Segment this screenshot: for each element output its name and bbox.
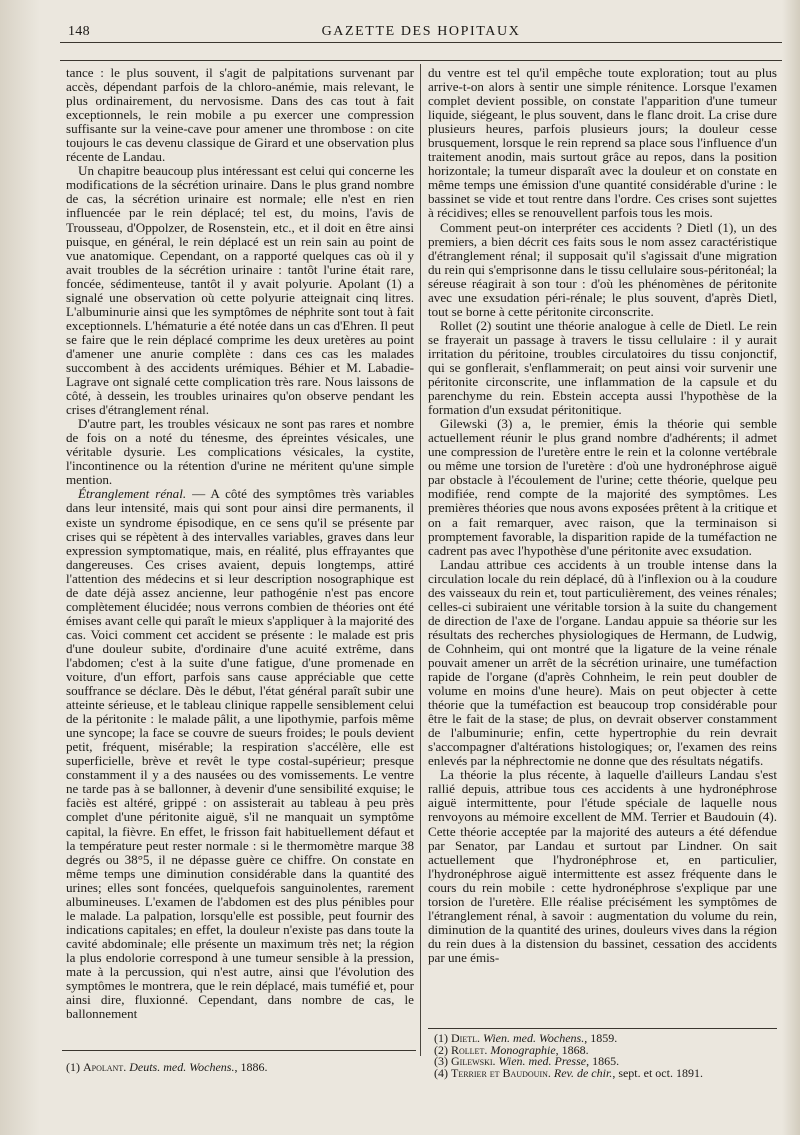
paragraph: Comment peut-on interpréter ces accidents ? Dietl (1), un des premiers, a bien décrit ces faits sous le nom assez caractéristique d'étranglement rénal; il supposait qu'il s'agissait d'une migration du rein qui s'emprisonne dans le tissu cellulaire sous-péritonéal; la séreuse réagirait à son tour : d'où les phénomènes de péritonite avec une exsudation péri-rénale; le plus souvent, d'après Dietl, tout se borne à cette péritonite circonscrite. (428, 219, 777, 319)
paragraph: Gilewski (3) a, le premier, émis la théorie qui semble actuellement réunir le plus grand nombre d'adhérents; il admet une compression de l'uretère entre le rein et la colonne vertébrale ou même une torsion de l'uretère : d'où une hydronéphrose aiguë par obstacle à l'écoulement de l'urine; cette théorie, quelque peu modifiée, rend compte de la majorité des symptômes. Les premières théories que nous avons exposées prêtent à la critique et on a fait remarquer, avec raison, que la terminaison si promptement favorable, la disparition rapide de la tuméfaction ne cadrent pas avec l'hypothèse d'une péritonite avec exsudation. (428, 416, 777, 558)
right-column (428, 66, 777, 965)
footnote: (2) Rollet. Monographie, 1868. (434, 1042, 589, 1057)
paragraph: Landau attribue ces accidents à un trouble intense dans la circulation locale du rein déplacé, dû à l'inflexion ou à la coudure des vaisseaux du rein et, tout particulièrement, des veines rénales; celles-ci subiraient une véritable torsion à la suite du changement de direction de l'axe de l'organe. Landau appuie sa théorie sur les résultats des recherches physiologiques de Hermann, de Ludwig, de Cohnheim, qui ont montré que la ligature de la veine rénale pouvait amener un arrêt de la sécrétion urinaire, une tuméfaction rapide de l'organe (d'après Cohnheim, le rein peut doubler de volume en moins d'une heure). Mais on peut objecter à cette théorie que la tuméfaction est beaucoup trop considérable pour être le fait de la stase; de plus, on devrait observer constamment de l'albuminurie; enfin, cette hypertrophie du rein devrait s'accompagner d'altérations histologiques; or, l'examen des reins enlevés par la néphrectomie ne donne que des résultats négatifs. (428, 556, 777, 769)
paragraph-etranglement-renal: Étranglement rénal. — A côté des symptômes très variables dans leur intensité, mais qui sont pour ainsi dire permanents, il existe un syndrome épisodique, en ce sens qu'il se présente par crises qui se répètent à des intervalles variables, graves dans leur expression symptomatique, mais, en réalité, plus effrayantes que dangereuses. Ces crises avaient, depuis longtemps, attiré l'attention des médecins et si leur description nosographique est de date déjà assez ancienne, leur pathogénie n'est pas encore complètement élucidée; nous verrons combien de théories ont été émises avant celle qui paraît le mieux s'appliquer à la majorité des cas. Voici comment cet accident se présente : le malade est pris d'une douleur subite, d'ordinaire d'une acuité extrême, dans l'abdomen; c'est à la suite d'une fatigue, d'une promenade en voiture, d'un effort, parfois sans cause appréciable que cette souffrance se déclare. Dès le début, l'état général paraît subir une atteinte sérieuse, et le tableau clinique rappelle sensiblement celui de la péritonite : le malade pâlit, a une lipothymie, parfois même une syncope; la face se couvre de sueurs froides; le pouls devient petit, fréquent, misérable; la respiration s'accélère, elle est superficielle, brève et revêt le type costal-supérieur; presque constamment il y a des nausées ou des vomissements. Le ventre ne tarde pas à se ballonner, à devenir d'une sensibilité exquise; le faciès est altéré, grippé : on assisterait au tableau à peu près complet d'une péritonite aiguë, s'il ne manquait un symptôme capital, la fièvre. En effet, le frisson fait habituellement défaut et la température peut rester normale : si le thermomètre marque 38 degrés ou 38°5, il ne dépasse guère ce chiffre. On constate en même temps une diminution considérable dans la quantité des urines; elles sont foncées, quelquefois sanguinolentes, rarement albumineuses. L'examen de l'abdomen est des plus pénibles pour le malade. La palpation, lorsqu'elle est possible, peut fournir des indications capitales; en effet, la douleur n'existe pas dans toute la cavité abdominale; elle présente un maximum très net; la région la plus endolorie correspond à une tumeur sensible à la pression, mate à la percussion, qui n'est autre, ainsi que l'évolution des symptômes le montrera, que le rein déplacé, mais tuméfié et, pour ainsi dire, fluxionné. Cependant, dans nombre de cas, le ballonnement (66, 486, 414, 1022)
footnote: (1) Apolant. Deuts. med. Wochens., 1886. (66, 1060, 268, 1074)
paragraph: La théorie la plus récente, à laquelle d'ailleurs Landau s'est rallié depuis, attribue tous ces accidents à une hydronéphrose aiguë intermittente, pour l'étude spéciale de laquelle nous renvoyons au mémoire excellent de MM. Terrier et Baudouin (4). Cette théorie acceptée par la majorité des auteurs a été défendue par Senator, par Landau et surtout par Lindner. On sait actuellement que l'hydronéphrose et, en particulier, l'hydronéphrose aiguë intermittente est assez fréquente dans le cours du rein mobile : cette hydronéphrose s'explique par une torsion de l'uretère. Elle réalise précisément les symptômes de l'étranglement rénal, à savoir : augmentation du volume du rein, diminution de la quantité des urines, douleurs vives dans la région du rein dues à la distension du bassinet, cessation des accidents par une émis- (428, 767, 777, 965)
paragraph: Un chapitre beaucoup plus intéressant est celui qui concerne les modifications de la sécrétion urinaire. Dans le plus grand nombre de cas, la sécrétion urinaire est normale; elle n'est en rien influencée par le rein déplacé; tel est, du moins, l'avis de Trousseau, d'Oppolzer, de Rosenstein, etc., et il doit en être ainsi puisque, en général, le rein déplacé est un rein sain au point de vue anatomique. Cependant, on a rapporté quelques cas où il y avait troubles de la sécrétion urinaire : tantôt l'urine était rare, foncée, sédimenteuse, tantôt il y avait polyurie. Apolant (1) a signalé une observation où cette polyurie atteignait cinq litres. L'albuminurie ainsi que les symptômes de néphrite sont tout à fait exceptionnels. L'hématurie a été notée dans un cas d'Ehren. Il peut se faire que le rein déplacé comprime les deux uretères au point d'amener une anurie complète : dans ces cas les malades succombent à des accidents urémiques. Béhier et M. Labadie-Lagrave ont signalé cette complication très rare. Nous laissons de côté, à dessein, les troubles urinaires qu'on observe pendant les crises d'étranglement rénal. (66, 163, 414, 418)
paragraph: D'autre part, les troubles vésicaux ne sont pas rares et nombre de fois on a noté du ténesme, des épreintes vésicales, une véritable dysurie. Les complications vésicales, la cystite, l'incontinence ou la rétention d'urine ne méritent qu'une simple mention. (66, 416, 414, 488)
page-edge-shadow-right (782, 0, 800, 1135)
column-divider (420, 64, 421, 1056)
footnote-rule-right (428, 1028, 777, 1029)
paragraph: tance : le plus souvent, il s'agit de palpitations survenant par accès, dépendant parfois de la chloro-anémie, mais relevant, le plus ordinairement, du nervosisme. Dans des cas tout à fait exceptionnels, le rein mobile a pu exercer une compression suffisante sur la veine-cave pour amener une thrombose : on cite toujours le cas devenu classique de Girard et une observation plus récente de Landau. (66, 65, 414, 165)
header-rule-lower (60, 60, 782, 61)
page-number: 148 (68, 24, 90, 39)
footnotes-left (66, 1062, 414, 1074)
journal-title: GAZETTE DES HOPITAUX (321, 24, 521, 39)
paragraph: du ventre est tel qu'il empêche toute exploration; tout au plus arrive-t-on alors à sentir une simple rénitence. Lorsque l'examen complet devient possible, on constate l'apparition d'une tumeur liquide, siégeant, le plus souvent, dans le flanc droit. La crise dure plusieurs heures, parfois plusieurs jours; la douleur cesse brusquement, lorsque le rein reprend sa place sous l'influence d'un traitement anodin, mais surtout grâce au repos, dans la position horizontale; la tumeur disparaît avec la douleur et on constate en même temps une émission d'une quantité considérable d'urine : le bassinet se vide et tout rentre dans l'ordre. Ces crises sont sujettes à récidives; elles se renouvellent parfois tous les mois. (428, 65, 777, 221)
footnote-rule-left (62, 1050, 416, 1051)
footnote: (1) Dietl. Wien. med. Wochens., 1859. (434, 1031, 618, 1045)
left-column (66, 66, 414, 1021)
footnote: (3) Gilewski. Wien. med. Presse, 1865. (434, 1054, 620, 1069)
section-title: Étranglement rénal. (78, 486, 187, 502)
footnote: (4) Terrier et Baudouin. Rev. de chir., sept. et oct. 1891. (434, 1065, 703, 1080)
page-header (60, 22, 782, 44)
header-rule (60, 42, 782, 43)
page-edge-shadow-left (0, 0, 40, 1135)
paragraph: Rollet (2) soutint une théorie analogue à celle de Dietl. Le rein se frayerait un passage à travers le tissu cellulaire : il y aurait irritation du péritoine, troubles circulatoires du tissu conjonctif, qui se gonflerait, s'enflammerait; on peut ainsi voir survenir une péritonite circonscrite, une inflammation de la capsule et du parenchyme du rein. Ebstein accepta aussi l'hypothèse de la formation d'un exsudat péritonitique. (428, 317, 777, 418)
footnotes-right (434, 1033, 777, 1079)
